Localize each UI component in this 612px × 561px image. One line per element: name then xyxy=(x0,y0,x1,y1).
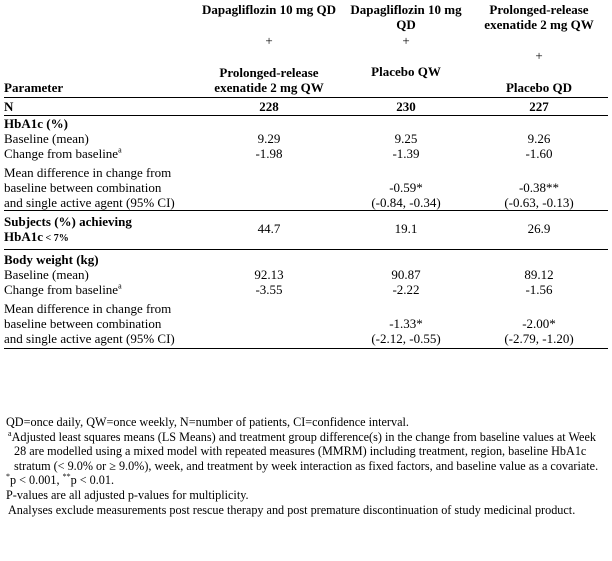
hba1c-diff-label: Mean difference in change from baseline between combination and single active agent (95% CI) xyxy=(4,165,175,210)
subjects-label xyxy=(4,211,196,250)
hba1c-change-col3: -1.60 xyxy=(525,146,553,161)
weight-change-footnote-mark: a xyxy=(118,281,122,291)
hba1c-diff-col2-ci: (-0.84, -0.34) xyxy=(371,195,441,210)
footnote-a-mark: a xyxy=(8,428,12,438)
weight-diff-label: Mean difference in change from baseline between combination and single active agent (95% CI) xyxy=(4,297,196,349)
weight-diff-col2-value: -1.33* xyxy=(389,316,423,331)
hba1c-diff-row xyxy=(4,161,608,211)
footnote-p-mark2: ** xyxy=(62,472,71,482)
weight-baseline-col2: 90.87 xyxy=(391,267,421,282)
n-value-col2: 230 xyxy=(342,98,470,116)
hba1c-change-label: Change from baseline xyxy=(4,146,119,161)
header-col3-line2: Placebo QD xyxy=(505,80,573,95)
weight-diff-col3 xyxy=(470,297,608,349)
header-col2-line2: Placebo QW xyxy=(371,64,441,79)
weight-change-col3: -1.56 xyxy=(525,282,553,297)
hba1c-baseline-row xyxy=(4,131,608,146)
n-row xyxy=(4,98,608,116)
footnote-p-values xyxy=(6,473,606,488)
weight-change-label-cell xyxy=(4,282,196,297)
footnote-a xyxy=(6,430,606,474)
hba1c-change-col2: -1.39 xyxy=(392,146,420,161)
hba1c-diff-col2 xyxy=(342,161,470,211)
subjects-col1: 44.7 xyxy=(196,211,342,250)
header-col3-plus: + xyxy=(535,48,543,63)
n-label: N xyxy=(4,98,196,116)
header-col1-plus: + xyxy=(265,33,273,48)
subjects-col3: 26.9 xyxy=(470,211,608,250)
header-col1-line2: Prolonged-release exenatide 2 mg QW xyxy=(214,65,324,95)
footnote-adjusted: P-values are all adjusted p-values for multiplicity. xyxy=(6,487,249,502)
footnote-a-text: Adjusted least squares means (LS Means) and treatment group difference(s) in the change from baseline values at Week 28 are modelled using a mixed model with repeated measures (MMRM) including treatment, region, baseline HbA1c stratum (< 9.0% or ≥ 9.0%), week, and treatment by week interaction as fixed factors, and baseline value as a covariate. xyxy=(11,429,599,473)
weight-diff-row xyxy=(4,297,608,349)
hba1c-change-label-cell xyxy=(4,146,196,161)
hba1c-change-footnote-mark: a xyxy=(118,145,122,155)
weight-change-col2: -2.22 xyxy=(392,282,420,297)
header-col2-plus: + xyxy=(402,33,410,48)
weight-title: Body weight (kg) xyxy=(4,250,196,268)
weight-baseline-col3: 89.12 xyxy=(524,267,554,282)
header-col3 xyxy=(470,0,608,98)
subjects-label-hba1c: HbA1c xyxy=(4,229,43,244)
hba1c-baseline-col1: 9.29 xyxy=(257,131,281,146)
hba1c-baseline-label: Baseline (mean) xyxy=(4,131,89,146)
weight-diff-col3-value: -2.00* xyxy=(522,316,556,331)
weight-baseline-col1: 92.13 xyxy=(254,267,284,282)
weight-diff-col2-ci: (-2.12, -0.55) xyxy=(371,331,441,346)
footnote-abbreviations: QD=once daily, QW=once weekly, N=number of patients, CI=confidence interval. xyxy=(6,415,409,429)
header-parameter xyxy=(4,0,196,98)
header-col1-line1: Dapagliflozin 10 mg QD xyxy=(202,2,336,17)
hba1c-title: HbA1c (%) xyxy=(4,116,68,131)
hba1c-baseline-col2: 9.25 xyxy=(394,131,418,146)
subjects-label-line2 xyxy=(4,229,196,246)
weight-change-row xyxy=(4,282,608,297)
header-row xyxy=(4,0,608,98)
results-table xyxy=(4,0,608,349)
table-footnotes xyxy=(6,415,606,517)
n-value-col1: 228 xyxy=(196,98,342,116)
footnote-exclusions: Analyses exclude measurements post rescue therapy and post premature discontinuation of study medicinal product. xyxy=(8,502,576,517)
hba1c-diff-col2-value: -0.59* xyxy=(389,180,423,195)
hba1c-diff-col3-value: -0.38** xyxy=(518,180,560,195)
header-col3-line1: Prolonged-release exenatide 2 mg QW xyxy=(484,2,594,32)
footnote-p-text1: p < 0.001, xyxy=(10,473,63,488)
header-col2 xyxy=(342,0,470,98)
weight-title-row xyxy=(4,250,608,268)
hba1c-change-row xyxy=(4,146,608,161)
weight-baseline-row xyxy=(4,267,608,282)
header-parameter-label: Parameter xyxy=(4,80,64,95)
subjects-label-threshold: < 7% xyxy=(43,233,69,244)
hba1c-baseline-col3: 9.26 xyxy=(527,131,551,146)
header-col2-line1: Dapagliflozin 10 mg QD xyxy=(350,2,462,32)
footnote-p-mark1: * xyxy=(6,472,10,482)
footnote-p-text2: p < 0.01. xyxy=(70,473,115,488)
subjects-label-line1: Subjects (%) achieving xyxy=(4,214,132,229)
hba1c-diff-col3 xyxy=(470,161,608,211)
weight-diff-col3-ci: (-2.79, -1.20) xyxy=(504,331,574,346)
subjects-col2: 19.1 xyxy=(342,211,470,250)
hba1c-diff-col3-ci: (-0.63, -0.13) xyxy=(504,195,574,210)
weight-change-col1: -3.55 xyxy=(255,282,283,297)
weight-change-label: Change from baseline xyxy=(4,282,119,297)
weight-diff-col2 xyxy=(342,297,470,349)
hba1c-title-row xyxy=(4,116,608,132)
header-col1 xyxy=(196,0,342,98)
subjects-row xyxy=(4,211,608,250)
weight-baseline-label: Baseline (mean) xyxy=(4,267,89,282)
hba1c-change-col1: -1.98 xyxy=(255,146,283,161)
n-value-col3: 227 xyxy=(470,98,608,116)
